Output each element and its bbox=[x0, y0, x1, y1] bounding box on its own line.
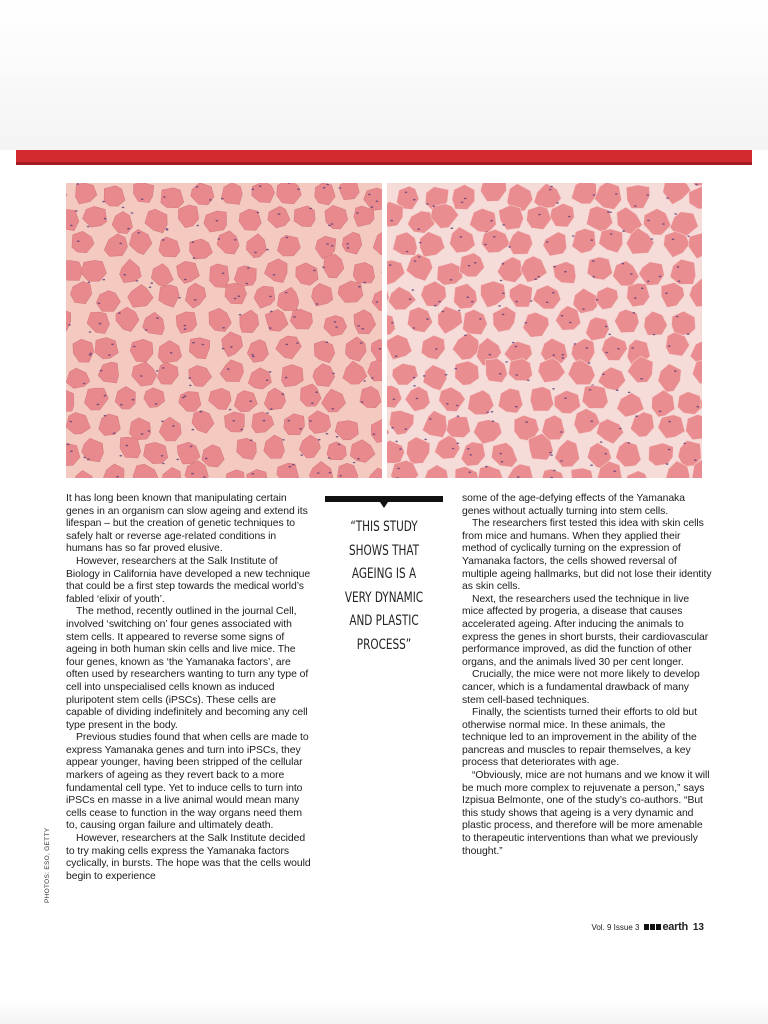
paragraph: “Obviously, mice are not humans and we know it will be much more complex to rejuvenate a person,” says Izpisua Belmonte, one of the study’s co-authors. “But this study shows that ageing is a very dynamic and plastic process, and therefore will be more amenable to therapeutic interventions than what we previously thought.” bbox=[462, 770, 710, 857]
photo-credit: PHOTOS: ESO, GETTY bbox=[44, 827, 51, 903]
paragraph: some of the age-defying effects of the Yamanaka genes without actually turning into stem cells. bbox=[462, 493, 685, 517]
paragraph: However, researchers at the Salk Institute decided to try making cells express the Yamanaka factors cyclically, in bursts. The hope was that the cells would begin to experience bbox=[66, 833, 311, 882]
paragraph: However, researchers at the Salk Institute of Biology in California have developed a new technique that could be a first step towards the medical world’s fabled ‘elixir of youth’. bbox=[66, 555, 311, 605]
paragraph: It has long been known that manipulating certain genes in an organism can slow ageing and extend its lifespan – but the creation of genetic techniques to safely halt or reverse age-related conditions in humans has so far proved elusive. bbox=[66, 493, 308, 555]
issue-label: Vol. 9 Issue 3 bbox=[591, 922, 640, 932]
paragraph: Finally, the scientists turned their efforts to old but otherwise normal mice. In these animals, the technique led to an improvement in the ability of the pancreas and muscles to repair themselves, a key process that deteriorates with age. bbox=[462, 707, 697, 769]
logo-blocks-icon bbox=[644, 924, 661, 930]
article-column-left bbox=[66, 493, 314, 883]
paragraph: The method, recently outlined in the journal Cell, involved ‘switching on’ four genes associated with stem cells. It appeared to reverse some signs of ageing in both human skin cells and live mice. The four genes, known as ‘the Yamanaka factors’, are often used by researchers wanting to turn any type of cell into unspecialised cells known as induced pluripotent stem cells (iPSCs). These cells are capable of dividing indefinitely and becoming any cell type present in the body. bbox=[66, 606, 309, 731]
logo-text: earth bbox=[662, 921, 688, 933]
pull-quote-notch bbox=[380, 502, 388, 508]
page-bottom-margin bbox=[0, 1000, 768, 1024]
paragraph: Crucially, the mice were not more likely to develop cancer, which is a fundamental drawback of many stem cell-based techniques. bbox=[462, 669, 700, 706]
photo-muscle-tissue-aged bbox=[66, 183, 382, 478]
photo-muscle-tissue-rejuvenated bbox=[387, 183, 702, 478]
paragraph: Previous studies found that when cells are made to express Yamanaka genes and turn into iPSCs, they appear younger, having been stripped of the cellular markers of ageing as they revert back to a more fundamental cell type. Yet to induce cells to turn into iPSCs en masse in a live animal would mean many cells cease to function in the way organs need them to, causing organ failure and ultimately death. bbox=[66, 732, 309, 832]
red-header-bar-shadow bbox=[16, 162, 752, 165]
red-header-bar bbox=[16, 150, 752, 162]
page-number: 13 bbox=[692, 921, 704, 933]
paragraph: The researchers first tested this idea with skin cells from mice and humans. When they applied their method of cyclically turning on the expression of Yamanaka factors, the cells showed reversal of multiple ageing hallmarks, but did not lose their identity as skin cells. bbox=[462, 518, 712, 593]
page-footer bbox=[591, 921, 704, 933]
pull-quote-text: “THIS STUDY SHOWS THAT AGEING IS A VERY DYNAMIC AND PLASTIC PROCESS” bbox=[344, 519, 424, 653]
paragraph: Next, the researchers used the technique in live mice affected by progeria, a disease that causes accelerated ageing. After inducing the animals to express the genes in short bursts, their cardiovascular performance improved, as did the function of other organs, and the animals lived 30 per cent longer. bbox=[462, 593, 709, 668]
page-top-margin bbox=[0, 0, 768, 150]
article-column-right bbox=[462, 493, 712, 858]
magazine-logo bbox=[644, 921, 687, 933]
pull-quote bbox=[325, 496, 443, 658]
